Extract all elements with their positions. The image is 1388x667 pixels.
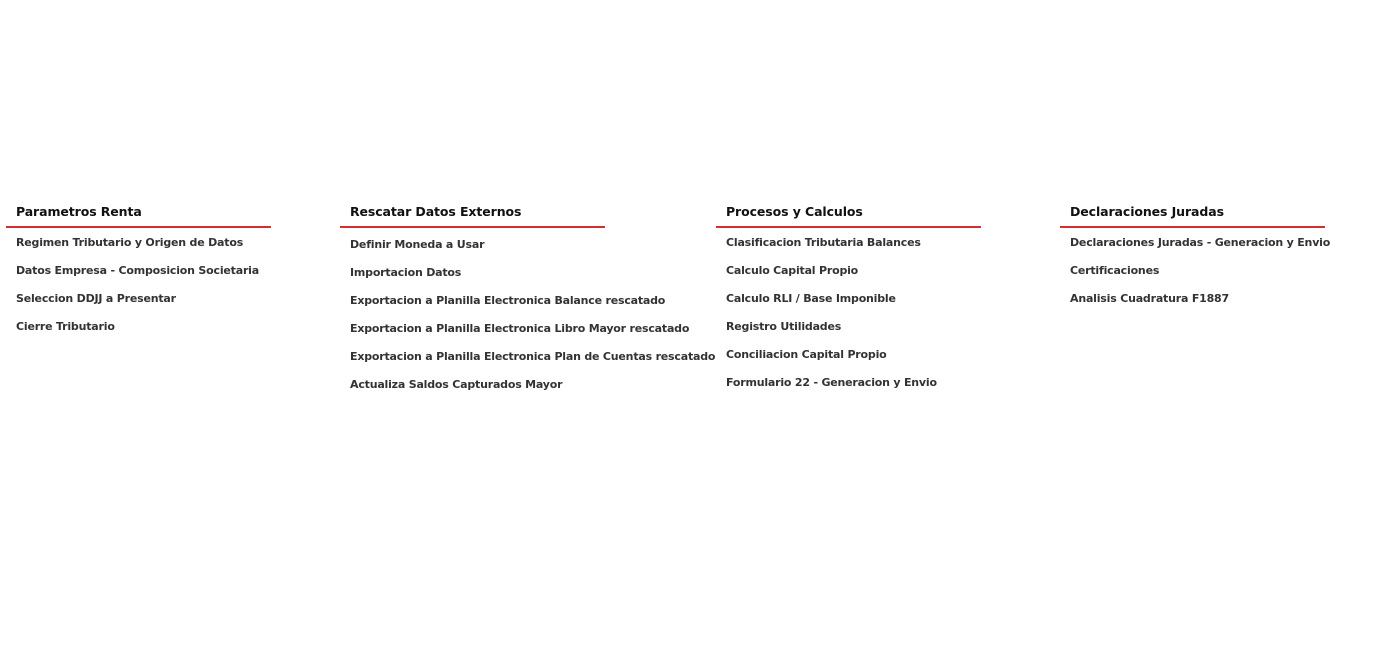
menu-column-parametros-renta: [6, 196, 271, 348]
column-header: [716, 196, 981, 228]
column-title: Rescatar Datos Externos: [350, 204, 522, 219]
menu-item-calculo-capital-propio[interactable]: Calculo Capital Propio: [726, 264, 859, 277]
column-title: Procesos y Calculos: [726, 204, 863, 219]
menu-item-exportacion-plan-cuentas[interactable]: Exportacion a Planilla Electronica Plan de Cuentas rescatado: [350, 350, 716, 363]
menu-item-regimen-tributario[interactable]: Regimen Tributario y Origen de Datos: [16, 236, 244, 249]
menu-item-formulario-22[interactable]: Formulario 22 - Generacion y Envio: [726, 376, 937, 389]
column-header: [1060, 196, 1325, 228]
menu-item-list: [716, 236, 981, 404]
menu-item-ddjj-generacion-envio[interactable]: Declaraciones Juradas - Generacion y Envio: [1070, 236, 1331, 249]
column-title: Parametros Renta: [16, 204, 142, 219]
menu-item-datos-empresa[interactable]: Datos Empresa - Composicion Societaria: [16, 264, 259, 277]
menu-item-exportacion-libro-mayor[interactable]: Exportacion a Planilla Electronica Libro Mayor rescatado: [350, 322, 690, 335]
menu-item-exportacion-balance[interactable]: Exportacion a Planilla Electronica Balance rescatado: [350, 294, 666, 307]
column-header: [6, 196, 271, 228]
column-header: [340, 196, 605, 228]
menu-column-rescatar-datos: [340, 196, 715, 406]
menu-item-calculo-rli[interactable]: Calculo RLI / Base Imponible: [726, 292, 896, 305]
menu-item-list: [6, 236, 271, 348]
menu-item-registro-utilidades[interactable]: Registro Utilidades: [726, 320, 842, 333]
menu-item-conciliacion-capital[interactable]: Conciliacion Capital Propio: [726, 348, 887, 361]
menu-item-clasificacion-tributaria[interactable]: Clasificacion Tributaria Balances: [726, 236, 921, 249]
menu-column-procesos-calculos: [716, 196, 981, 404]
menu-column-declaraciones-juradas: [1060, 196, 1330, 320]
menu-item-definir-moneda[interactable]: Definir Moneda a Usar: [350, 238, 485, 251]
menu-item-actualiza-saldos[interactable]: Actualiza Saldos Capturados Mayor: [350, 378, 563, 391]
menu-item-analisis-cuadratura[interactable]: Analisis Cuadratura F1887: [1070, 292, 1229, 305]
column-title: Declaraciones Juradas: [1070, 204, 1224, 219]
menu-item-seleccion-ddjj[interactable]: Seleccion DDJJ a Presentar: [16, 292, 176, 305]
menu-item-cierre-tributario[interactable]: Cierre Tributario: [16, 320, 115, 333]
menu-item-certificaciones[interactable]: Certificaciones: [1070, 264, 1160, 277]
menu-item-list: [1060, 236, 1330, 320]
menu-item-importacion-datos[interactable]: Importacion Datos: [350, 266, 462, 279]
menu-item-list: [340, 238, 715, 406]
